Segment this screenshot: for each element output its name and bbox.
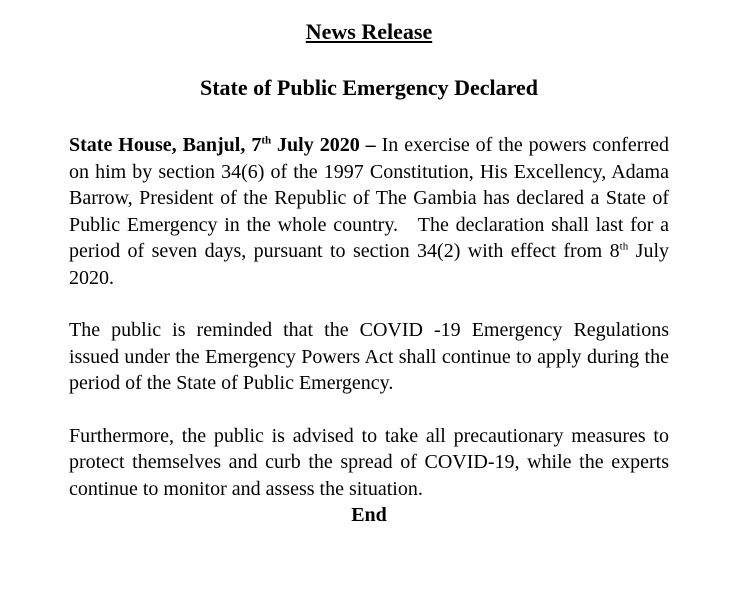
paragraph-regulations: The public is reminded that the COVID -19 Emergency Regulations issued under the Emergency Powers Act shall continue to apply during the period of the State of Public Emergency.: [69, 319, 669, 394]
dateline-month-year: July 2020 –: [271, 134, 376, 156]
news-release-heading: News Release: [305, 19, 433, 44]
dateline: [69, 134, 376, 156]
paragraph-precautions: Furthermore, the public is advised to take all precautionary measures to protect themselves and curb the spread of COVID-19, while the experts continue to monitor and assess the situation.: [69, 424, 669, 500]
end-marker: End: [351, 504, 387, 526]
paragraph-declaration: [69, 132, 669, 291]
effective-date-ordinal-suffix: th: [619, 240, 629, 253]
effective-date-month-year: July 2020.: [69, 240, 670, 289]
document-title: State of Public Emergency Declared: [199, 75, 539, 100]
dateline-place-date: State House, Banjul, 7: [69, 134, 262, 156]
dateline-ordinal-suffix: th: [261, 134, 272, 147]
declaration-text: In exercise of the powers conferred on him by section 34(6) of the 1997 Constitution, His Excellency, Adama Barrow, President of the Republic of The Gambia has declared a State of Public Emergency in the whole country. The declaration shall last for a period of seven days, pursuant to section 34(2) with effect from 8: [69, 134, 670, 262]
news-release-document: [69, 15, 669, 528]
